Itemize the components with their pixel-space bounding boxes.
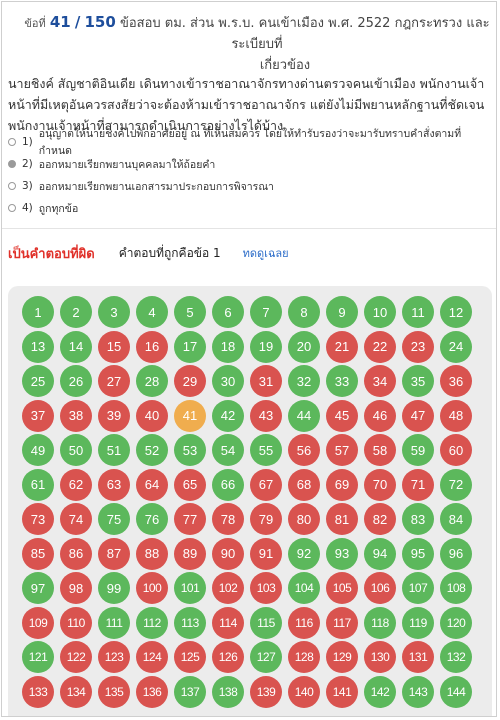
- question-nav-item-116[interactable]: 116: [288, 607, 320, 639]
- question-nav-item-2[interactable]: 2: [60, 296, 92, 328]
- question-nav-item-61[interactable]: 61: [22, 469, 54, 501]
- question-nav-item-45[interactable]: 45: [326, 400, 358, 432]
- question-nav-item-125[interactable]: 125: [174, 641, 206, 673]
- question-nav-item-85[interactable]: 85: [22, 538, 54, 570]
- question-nav-item-18[interactable]: 18: [212, 331, 244, 363]
- option-4[interactable]: [8, 197, 494, 219]
- question-nav-item-62[interactable]: 62: [60, 469, 92, 501]
- question-nav-item-137[interactable]: 137: [174, 676, 206, 708]
- radio-icon[interactable]: [8, 204, 16, 212]
- question-nav-item-1[interactable]: 1: [22, 296, 54, 328]
- question-nav-item-52[interactable]: 52: [136, 434, 168, 466]
- question-nav-item-57[interactable]: 57: [326, 434, 358, 466]
- correct-answer-text: คำตอบที่ถูกคือข้อ 1: [118, 245, 221, 260]
- exam-title: ข้อสอบ ตม. ส่วน พ.ร.บ. คนเข้าเมือง พ.ศ. 2522 กฎกระทรวง และระเบียบที่: [119, 16, 490, 52]
- question-nav-item-55[interactable]: 55: [250, 434, 282, 466]
- question-nav-item-53[interactable]: 53: [174, 434, 206, 466]
- question-header: [2, 12, 497, 76]
- question-nav-item-27[interactable]: 27: [98, 365, 130, 397]
- exam-title-cont: เกี่ยวข้อง: [259, 58, 311, 73]
- question-grid: [22, 296, 486, 710]
- question-nav-item-17[interactable]: 17: [174, 331, 206, 363]
- option-text: อนุญาตให้นายชิงค์ไปพักอาศัยอยู่ ณ ที่เห็นสมควร โดยให้ทำรับรองว่าจะมารับทราบคำสั่งตามที่กำหนด: [38, 128, 462, 157]
- question-nav-item-71[interactable]: 71: [402, 469, 434, 501]
- question-nav-item-118[interactable]: 118: [364, 607, 396, 639]
- question-nav-item-6[interactable]: 6: [212, 296, 244, 328]
- question-nav-item-43[interactable]: 43: [250, 400, 282, 432]
- answer-status: เป็นคำตอบที่ผิด: [8, 246, 95, 262]
- question-nav-item-124[interactable]: 124: [136, 641, 168, 673]
- question-nav-item-92[interactable]: 92: [288, 538, 320, 570]
- question-nav-item-127[interactable]: 127: [250, 641, 282, 673]
- question-nav-item-36[interactable]: 36: [440, 365, 472, 397]
- question-nav-item-12[interactable]: 12: [440, 296, 472, 328]
- option-number: 4): [22, 202, 33, 214]
- question-nav-item-5[interactable]: 5: [174, 296, 206, 328]
- question-nav-item-143[interactable]: 143: [402, 676, 434, 708]
- question-nav-item-87[interactable]: 87: [98, 538, 130, 570]
- question-nav-item-3[interactable]: 3: [98, 296, 130, 328]
- question-nav-item-56[interactable]: 56: [288, 434, 320, 466]
- question-nav-item-91[interactable]: 91: [250, 538, 282, 570]
- question-nav-item-20[interactable]: 20: [288, 331, 320, 363]
- question-nav-item-81[interactable]: 81: [326, 503, 358, 535]
- question-nav-item-106[interactable]: 106: [364, 572, 396, 604]
- question-nav-item-82[interactable]: 82: [364, 503, 396, 535]
- option-1[interactable]: [8, 128, 494, 157]
- question-nav-item-31[interactable]: 31: [250, 365, 282, 397]
- question-nav-item-19[interactable]: 19: [250, 331, 282, 363]
- question-nav-item-54[interactable]: 54: [212, 434, 244, 466]
- header-line-1: [2, 12, 497, 55]
- question-nav-item-98[interactable]: 98: [60, 572, 92, 604]
- question-nav-item-26[interactable]: 26: [60, 365, 92, 397]
- question-nav-item-68[interactable]: 68: [288, 469, 320, 501]
- question-nav-item-50[interactable]: 50: [60, 434, 92, 466]
- question-nav-item-7[interactable]: 7: [250, 296, 282, 328]
- question-nav-item-102[interactable]: 102: [212, 572, 244, 604]
- question-nav-item-9[interactable]: 9: [326, 296, 358, 328]
- question-nav-item-24[interactable]: 24: [440, 331, 472, 363]
- question-nav-item-29[interactable]: 29: [174, 365, 206, 397]
- question-nav-item-136[interactable]: 136: [136, 676, 168, 708]
- question-nav-item-80[interactable]: 80: [288, 503, 320, 535]
- question-nav-item-93[interactable]: 93: [326, 538, 358, 570]
- current-question-number: 41: [49, 13, 71, 31]
- question-nav-item-23[interactable]: 23: [402, 331, 434, 363]
- question-nav-item-103[interactable]: 103: [250, 572, 282, 604]
- question-nav-item-8[interactable]: 8: [288, 296, 320, 328]
- question-nav-item-69[interactable]: 69: [326, 469, 358, 501]
- question-nav-item-95[interactable]: 95: [402, 538, 434, 570]
- question-nav-item-142[interactable]: 142: [364, 676, 396, 708]
- question-nav-item-75[interactable]: 75: [98, 503, 130, 535]
- option-text: ถูกทุกข้อ: [38, 202, 79, 215]
- question-nav-item-10[interactable]: 10: [364, 296, 396, 328]
- question-nav-item-30[interactable]: 30: [212, 365, 244, 397]
- option-number: 1): [22, 136, 33, 148]
- question-navigator: [8, 286, 492, 717]
- option-text: ออกหมายเรียกพยานเอกสารมาประกอบการพิจารณา: [38, 180, 274, 193]
- question-nav-item-120[interactable]: 120: [440, 607, 472, 639]
- question-nav-item-117[interactable]: 117: [326, 607, 358, 639]
- question-nav-item-48[interactable]: 48: [440, 400, 472, 432]
- question-nav-item-140[interactable]: 140: [288, 676, 320, 708]
- question-nav-item-111[interactable]: 111: [98, 607, 130, 639]
- question-nav-item-42[interactable]: 42: [212, 400, 244, 432]
- question-nav-item-138[interactable]: 138: [212, 676, 244, 708]
- question-nav-item-100[interactable]: 100: [136, 572, 168, 604]
- question-nav-item-131[interactable]: 131: [402, 641, 434, 673]
- question-nav-item-105[interactable]: 105: [326, 572, 358, 604]
- option-text: ออกหมายเรียกพยานบุคคลมาให้ถ้อยคำ: [38, 158, 216, 171]
- question-nav-item-129[interactable]: 129: [326, 641, 358, 673]
- question-nav-item-112[interactable]: 112: [136, 607, 168, 639]
- question-nav-item-28[interactable]: 28: [136, 365, 168, 397]
- question-nav-item-101[interactable]: 101: [174, 572, 206, 604]
- question-nav-item-51[interactable]: 51: [98, 434, 130, 466]
- question-nav-item-22[interactable]: 22: [364, 331, 396, 363]
- question-nav-item-60[interactable]: 60: [440, 434, 472, 466]
- question-nav-item-59[interactable]: 59: [402, 434, 434, 466]
- option-number: 3): [22, 180, 33, 192]
- question-nav-item-135[interactable]: 135: [98, 676, 130, 708]
- question-nav-item-76[interactable]: 76: [136, 503, 168, 535]
- question-nav-item-25[interactable]: 25: [22, 365, 54, 397]
- question-nav-item-33[interactable]: 33: [326, 365, 358, 397]
- question-nav-item-13[interactable]: 13: [22, 331, 54, 363]
- question-nav-item-121[interactable]: 121: [22, 641, 54, 673]
- question-text: นายชิงค์ สัญชาติอินเดีย เดินทางเข้าราชอาณาจักรทางด่านตรวจคนเข้าเมือง พนักงานเจ้าหน้าที่มีเหตุอันควรสงสัยว่าจะต้องห้ามเข้าราชอาณาจักร แต่ยังไม่มีพยานหลักฐานที่ชัดเจน พนักงานเจ้าหน้าที่สามารถดำเนินการอย่างไรได้บ้าง: [8, 76, 485, 133]
- question-nav-item-70[interactable]: 70: [364, 469, 396, 501]
- option-number: 2): [22, 158, 33, 170]
- question-nav-item-58[interactable]: 58: [364, 434, 396, 466]
- question-nav-item-11[interactable]: 11: [402, 296, 434, 328]
- question-nav-item-110[interactable]: 110: [60, 607, 92, 639]
- question-nav-item-32[interactable]: 32: [288, 365, 320, 397]
- question-nav-item-63[interactable]: 63: [98, 469, 130, 501]
- question-nav-item-130[interactable]: 130: [364, 641, 396, 673]
- result-row: [8, 243, 289, 263]
- question-nav-item-34[interactable]: 34: [364, 365, 396, 397]
- question-nav-item-94[interactable]: 94: [364, 538, 396, 570]
- question-nav-item-16[interactable]: 16: [136, 331, 168, 363]
- question-nav-item-83[interactable]: 83: [402, 503, 434, 535]
- question-nav-item-141[interactable]: 141: [326, 676, 358, 708]
- question-nav-item-14[interactable]: 14: [60, 331, 92, 363]
- question-nav-item-47[interactable]: 47: [402, 400, 434, 432]
- section-divider: [2, 228, 497, 229]
- radio-icon[interactable]: [8, 182, 16, 190]
- view-answer-link[interactable]: ทดดูเฉลย: [242, 247, 289, 260]
- counter-slash: /: [74, 13, 81, 31]
- question-nav-item-84[interactable]: 84: [440, 503, 472, 535]
- question-nav-item-90[interactable]: 90: [212, 538, 244, 570]
- question-nav-item-139[interactable]: 139: [250, 676, 282, 708]
- answer-options: [8, 128, 494, 219]
- question-nav-item-132[interactable]: 132: [440, 641, 472, 673]
- question-nav-item-38[interactable]: 38: [60, 400, 92, 432]
- exam-card: [1, 1, 497, 717]
- question-nav-item-79[interactable]: 79: [250, 503, 282, 535]
- question-nav-item-37[interactable]: 37: [22, 400, 54, 432]
- question-nav-item-64[interactable]: 64: [136, 469, 168, 501]
- total-questions: 150: [84, 13, 116, 31]
- question-nav-item-15[interactable]: 15: [98, 331, 130, 363]
- question-nav-item-134[interactable]: 134: [60, 676, 92, 708]
- radio-selected-icon[interactable]: [8, 160, 16, 168]
- question-nav-item-66[interactable]: 66: [212, 469, 244, 501]
- question-nav-item-44[interactable]: 44: [288, 400, 320, 432]
- question-nav-item-72[interactable]: 72: [440, 469, 472, 501]
- question-nav-item-74[interactable]: 74: [60, 503, 92, 535]
- question-nav-item-108[interactable]: 108: [440, 572, 472, 604]
- question-nav-item-41[interactable]: 41: [174, 400, 206, 432]
- question-nav-item-46[interactable]: 46: [364, 400, 396, 432]
- question-nav-item-4[interactable]: 4: [136, 296, 168, 328]
- option-3[interactable]: [8, 175, 494, 197]
- question-nav-item-35[interactable]: 35: [402, 365, 434, 397]
- question-nav-item-65[interactable]: 65: [174, 469, 206, 501]
- question-nav-item-78[interactable]: 78: [212, 503, 244, 535]
- question-nav-item-40[interactable]: 40: [136, 400, 168, 432]
- question-nav-item-97[interactable]: 97: [22, 572, 54, 604]
- counter-label: ข้อที่: [24, 17, 46, 30]
- question-nav-item-99[interactable]: 99: [98, 572, 130, 604]
- question-nav-item-77[interactable]: 77: [174, 503, 206, 535]
- question-nav-item-73[interactable]: 73: [22, 503, 54, 535]
- question-nav-item-123[interactable]: 123: [98, 641, 130, 673]
- question-nav-item-107[interactable]: 107: [402, 572, 434, 604]
- radio-icon[interactable]: [8, 138, 16, 146]
- question-nav-item-21[interactable]: 21: [326, 331, 358, 363]
- question-nav-item-109[interactable]: 109: [22, 607, 54, 639]
- question-nav-item-49[interactable]: 49: [22, 434, 54, 466]
- question-nav-item-104[interactable]: 104: [288, 572, 320, 604]
- question-nav-item-89[interactable]: 89: [174, 538, 206, 570]
- question-nav-item-119[interactable]: 119: [402, 607, 434, 639]
- question-nav-item-88[interactable]: 88: [136, 538, 168, 570]
- question-nav-item-39[interactable]: 39: [98, 400, 130, 432]
- question-nav-item-122[interactable]: 122: [60, 641, 92, 673]
- question-nav-item-86[interactable]: 86: [60, 538, 92, 570]
- question-nav-item-114[interactable]: 114: [212, 607, 244, 639]
- question-nav-item-67[interactable]: 67: [250, 469, 282, 501]
- question-nav-item-128[interactable]: 128: [288, 641, 320, 673]
- question-nav-item-113[interactable]: 113: [174, 607, 206, 639]
- question-nav-item-96[interactable]: 96: [440, 538, 472, 570]
- question-nav-item-115[interactable]: 115: [250, 607, 282, 639]
- question-nav-item-144[interactable]: 144: [440, 676, 472, 708]
- question-nav-item-126[interactable]: 126: [212, 641, 244, 673]
- question-nav-item-133[interactable]: 133: [22, 676, 54, 708]
